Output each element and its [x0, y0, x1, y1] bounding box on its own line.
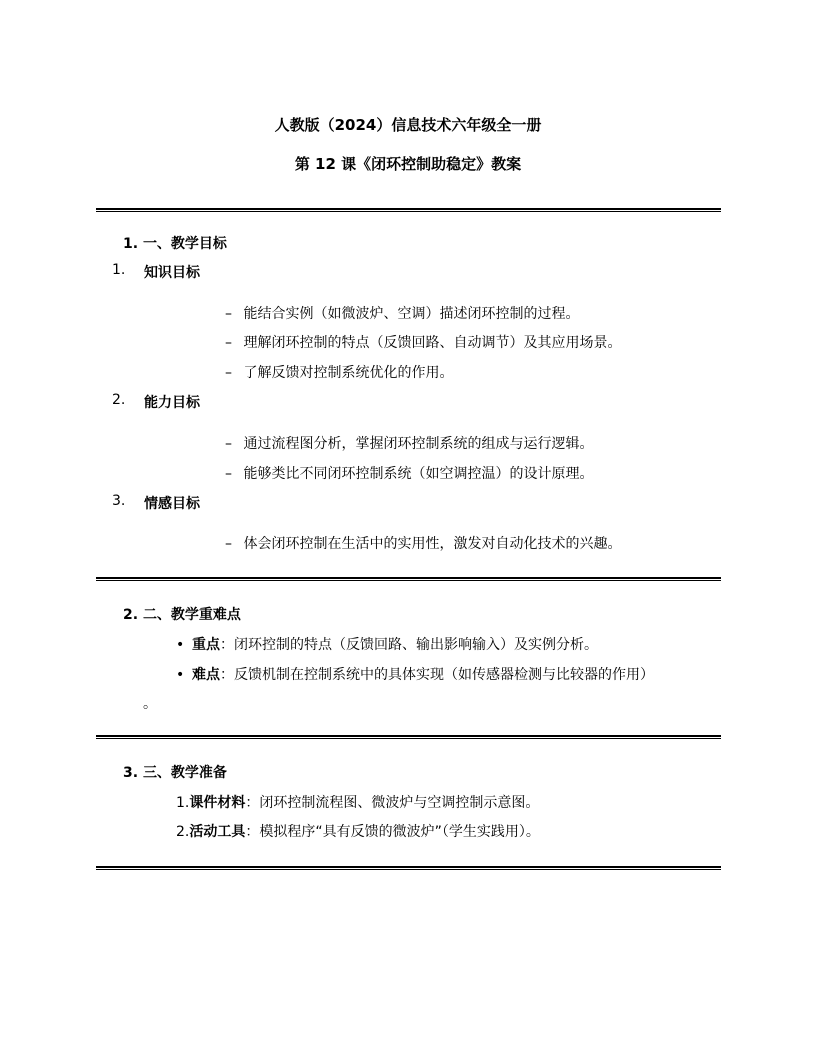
- subsection-number: 2.: [112, 392, 126, 408]
- subsection-title: 情感目标: [144, 496, 200, 512]
- section-number: 3.: [123, 765, 139, 781]
- list-item: [225, 303, 579, 323]
- section-number: 1.: [123, 236, 139, 252]
- numbered-item: [176, 821, 540, 841]
- document-subtitle: 第 12 课《闭环控制助稳定》教案: [294, 155, 522, 173]
- bullet-label: 重点: [192, 637, 220, 653]
- bullet-item: [176, 664, 654, 684]
- section-heading: [123, 762, 227, 782]
- divider: [96, 208, 721, 212]
- list-item-text: 能结合实例（如微波炉、空调）描述闭环控制的过程。: [243, 306, 580, 322]
- bullet-text: ：闭环控制的特点（反馈回路、输出影响输入）及实例分析。: [220, 637, 598, 653]
- divider: [96, 866, 721, 870]
- list-item-text: 通过流程图分析，掌握闭环控制系统的组成与运行逻辑。: [243, 436, 594, 452]
- subsection-title: 能力目标: [144, 395, 200, 411]
- divider: [96, 577, 721, 581]
- document-title: 人教版（2024）信息技术六年级全一册: [274, 116, 542, 134]
- item-number: 2.: [176, 824, 190, 840]
- subsection-title: 知识目标: [144, 265, 200, 281]
- section-heading: [123, 604, 241, 624]
- section-heading: [123, 233, 227, 253]
- dash-glyph: –: [225, 365, 232, 381]
- dash-glyph: –: [225, 306, 232, 322]
- item-text: ：模拟程序“具有反馈的微波炉”（学生实践用）。: [245, 824, 540, 840]
- list-item: [225, 362, 453, 382]
- dash-glyph: –: [225, 436, 232, 452]
- item-number: 1.: [176, 795, 190, 811]
- list-item: [225, 332, 621, 352]
- bullet-label: 难点: [192, 667, 220, 683]
- list-item-text: 理解闭环控制的特点（反馈回路、自动调节）及其应用场景。: [243, 335, 622, 351]
- section-title: 一、教学目标: [142, 236, 227, 252]
- item-text: ：闭环控制流程图、微波炉与空调控制示意图。: [245, 795, 540, 811]
- divider: [96, 735, 721, 739]
- dash-glyph: –: [225, 536, 232, 552]
- section-number: 2.: [123, 607, 139, 623]
- bullet-glyph: •: [176, 637, 185, 653]
- dash-glyph: –: [225, 466, 232, 482]
- list-item-text: 能够类比不同闭环控制系统（如空调控温）的设计原理。: [243, 466, 594, 482]
- bullet-glyph: •: [176, 667, 185, 683]
- list-item: [225, 533, 621, 553]
- item-label: 课件材料: [189, 795, 246, 811]
- list-item: [225, 463, 593, 483]
- section-title: 二、教学重难点: [142, 607, 241, 623]
- subsection-number: 1.: [112, 262, 126, 278]
- numbered-item: [176, 792, 539, 812]
- item-label: 活动工具: [189, 824, 246, 840]
- list-item-text: 体会闭环控制在生活中的实用性，激发对自动化技术的兴趣。: [243, 536, 622, 552]
- dash-glyph: –: [225, 335, 232, 351]
- list-item-text: 了解反馈对控制系统优化的作用。: [243, 365, 454, 381]
- section-title: 三、教学准备: [142, 765, 227, 781]
- subsection-number: 3.: [112, 493, 126, 509]
- bullet-text: ：反馈机制在控制系统中的具体实现（如传感器检测与比较器的作用）: [220, 667, 654, 683]
- wrapped-punctuation: 。: [143, 696, 157, 712]
- list-item: [225, 433, 593, 453]
- bullet-item: [176, 634, 598, 654]
